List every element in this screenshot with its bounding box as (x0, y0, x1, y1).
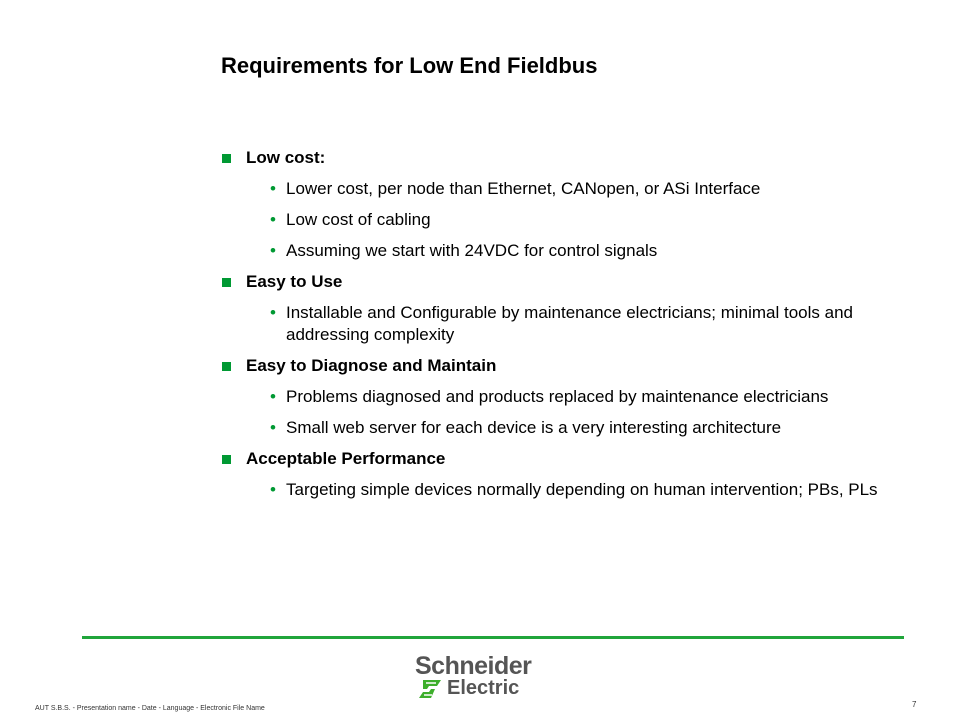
sub-bullet-text: Low cost of cabling (286, 210, 431, 229)
square-bullet-icon (222, 362, 231, 371)
page-number: 7 (912, 700, 917, 709)
sub-bullet-item (270, 178, 922, 200)
square-bullet-icon (222, 455, 231, 464)
dot-bullet-icon: • (270, 387, 276, 406)
sub-bullet-list (222, 302, 922, 346)
sub-bullet-item (270, 479, 922, 501)
section-heading (222, 355, 922, 377)
logo-text-line1: Schneider (415, 652, 532, 680)
dot-bullet-icon: • (270, 210, 276, 229)
sub-bullet-item (270, 302, 922, 346)
section-heading (222, 147, 922, 169)
section-low-cost (222, 147, 922, 262)
sub-bullet-text: Lower cost, per node than Ethernet, CANopen, or ASi Interface (286, 179, 761, 198)
square-bullet-icon (222, 154, 231, 163)
dot-bullet-icon: • (270, 241, 276, 260)
dot-bullet-icon: • (270, 418, 276, 437)
sub-bullet-item (270, 240, 922, 262)
section-heading (222, 448, 922, 470)
section-heading-text: Easy to Use (246, 272, 343, 291)
slide-title: Requirements for Low End Fieldbus (221, 53, 598, 78)
dot-bullet-icon: • (270, 303, 276, 322)
section-heading-text: Low cost: (246, 148, 326, 167)
sub-bullet-list (222, 178, 922, 262)
section-heading-text: Acceptable Performance (246, 449, 446, 468)
sub-bullet-item (270, 386, 922, 408)
sub-bullet-text: Assuming we start with 24VDC for control signals (286, 241, 658, 260)
dot-bullet-icon: • (270, 179, 276, 198)
footer-text: AUT S.B.S. - Presentation name - Date - Language - Electronic File Name (35, 705, 265, 712)
logo-text-line2: Electric (447, 677, 520, 699)
footer-divider (82, 636, 904, 639)
section-easy-to-diagnose (222, 355, 922, 439)
bullet-content (222, 147, 922, 510)
sub-bullet-list (222, 386, 922, 439)
schneider-electric-logo-icon (417, 678, 445, 700)
section-easy-to-use (222, 271, 922, 346)
sub-bullet-list (222, 479, 922, 501)
square-bullet-icon (222, 278, 231, 287)
schneider-electric-logo (415, 652, 550, 700)
sub-bullet-text: Targeting simple devices normally depending on human intervention; PBs, PLs (286, 480, 878, 499)
section-heading-text: Easy to Diagnose and Maintain (246, 356, 497, 375)
sub-bullet-text: Problems diagnosed and products replaced by maintenance electricians (286, 387, 829, 406)
sub-bullet-text: Small web server for each device is a very interesting architecture (286, 418, 782, 437)
dot-bullet-icon: • (270, 480, 276, 499)
section-heading (222, 271, 922, 293)
sub-bullet-item (270, 209, 922, 231)
sub-bullet-text: Installable and Configurable by maintenance electricians; minimal tools and addressing complexity (286, 303, 853, 344)
section-acceptable-performance (222, 448, 922, 501)
sub-bullet-item (270, 417, 922, 439)
